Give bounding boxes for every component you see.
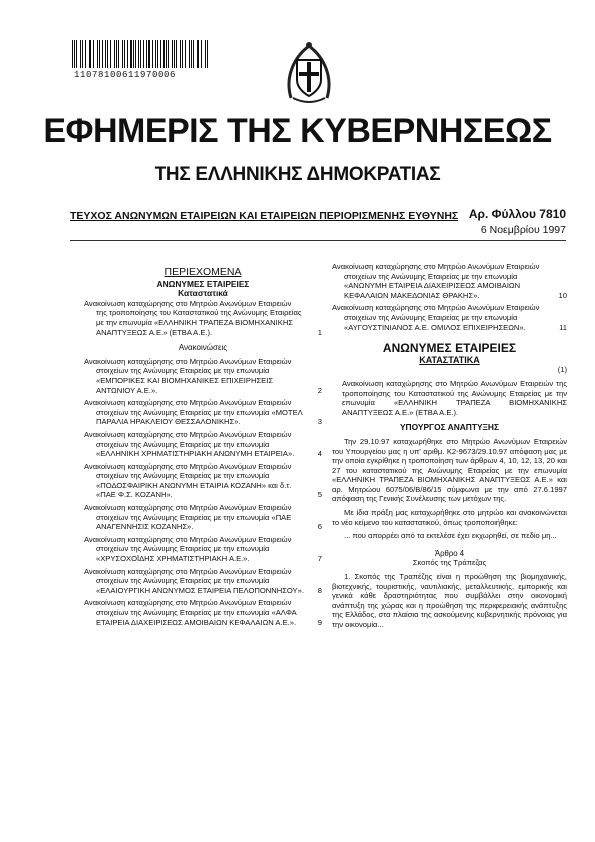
contents-entry bbox=[84, 357, 322, 395]
contents-entry-page: 11 bbox=[559, 322, 567, 332]
barcode-bar bbox=[201, 40, 202, 68]
barcode-bar bbox=[148, 40, 149, 68]
body-section-heading: ΑΝΩΝΥΜΕΣ ΕΤΑΙΡΕΙΕΣ bbox=[382, 341, 517, 356]
barcode-bar bbox=[176, 40, 177, 68]
barcode-bar bbox=[193, 40, 194, 68]
statutes-list bbox=[84, 299, 322, 337]
barcode-bar bbox=[185, 40, 186, 68]
contents-entry-text: Ανακοίνωση καταχώρησης στο Μητρώο Ανωνύμων Εταιρειών στοιχείων της Ανώνυμης Εταιρείας με την επωνυμία «ΕΜΠΟΡΙΚΕΣ ΚΑΙ ΒΙΟΜΗΧΑΝΙΚΕΣ ΕΠΙΧΕΙΡΗΣΕΙΣ ΑΝΤΩΝΙΟΥ Α.Ε.». bbox=[84, 356, 292, 395]
sheet-number: Αρ. Φύλλου 7810 bbox=[468, 207, 566, 221]
body-paragraph-1: Την 29.10.97 καταχωρήθηκε στο Μητρώο Ανωνύμων Εταιρειών του Υπουργείου μας η υπ' αριθμ. Κ2-9673/29.10.97 απόφαση μας με την οποία εγκρίθηκε η τροποποίηση των άρθρων 4, 10, 12, 13, 20 και 27 του καταστατικού της Ανώνυμης Εταιρείας με την επωνυμία «ΕΛΛΗΝΙΚΗ ΤΡΑΠΕΖΑ ΒΙΟΜΗΧΑΝΙΚΗΣ ΑΝΑΠΤΥΞΕΩΣ Α.Ε.» και αρ. Μητρώου 6075/06/Β/86/15 σύμφωνα με την από 27.6.1997 απόφαση της Γενικής Συνέλευσης των μετόχων της. bbox=[332, 436, 567, 504]
item-title: Ανακοίνωση καταχώρησης στο Μητρώο Ανωνύμων Εταιρειών της τροποποίησης του Καταστατικού της Ανώνυμης Εταιρείας με την επωνυμία «ΕΛΛΗΝΙΚΗ ΤΡΑΠΕΖΑ ΒΙΟΜΗΧΑΝΙΚΗΣ ΑΝΑΠΤΥΞΕΩΣ Α.Ε.» (ΕΤΒΑ Α.Ε.). bbox=[342, 378, 567, 417]
contents-section: ΑΝΩΝΥΜΕΣ ΕΤΑΙΡΕΙΕΣ bbox=[156, 278, 250, 289]
barcode-bar bbox=[182, 40, 183, 68]
contents-subsection-notices: Ανακοινώσεις bbox=[178, 343, 228, 353]
series-label: ΤΕΥΧΟΣ ΑΝΩΝΥΜΩΝ ΕΤΑΙΡΕΙΩΝ ΚΑΙ ΕΤΑΙΡΕΙΩΝ ΠΕΡΙΟΡΙΣΜΕΝΗΣ ΕΥΘΥΝΗΣ bbox=[70, 210, 459, 222]
barcode-bar bbox=[72, 40, 73, 68]
contents-entry-text: Ανακοίνωση καταχώρησης στο Μητρώο Ανωνύμων Εταιρειών στοιχείων της Ανώνυμης Εταιρείας με την επωνυμία «ΑΥΓΟΥΣΤΙΝΙΑΝΟΣ Α.Ε. ΟΜΙΛΟΣ ΕΠΙΧΕΙΡΗΣΕΩΝ». bbox=[332, 303, 540, 332]
barcode-bar bbox=[110, 40, 111, 68]
contents-entry-text: Ανακοίνωση καταχώρησης στο Μητρώο Ανωνύμων Εταιρειών στοιχείων της Ανώνυμης Εταιρείας με την επωνυμία «ΠΑΕ ΑΝΑΓΕΝΝΗΣΙΣ ΚΟΖΑΝΗΣ». bbox=[84, 503, 292, 532]
contents-entry-page: 2 bbox=[317, 385, 322, 395]
issue-date: 6 Νοεμβρίου 1997 bbox=[480, 224, 566, 236]
barcode-bar bbox=[138, 40, 139, 68]
article-text: 1. Σκοπός της Τραπέζης είναι η προώθηση της βιομηχανικής, βιοτεχνικής, τουριστικής, ναυτιλιακής, μεταλλευτικής, εμπορικής και γενικά κάθε δραστηριότητας που συμβάλλει στην οικονομική ανάπτυξη της χώρας και η προώθηση της περιφερειακής ανάπτυξης της Ελλάδος, στα πλαίσια της ασκούμενης κυβερνητικής πρόνοιας για την οικονομία... bbox=[332, 572, 567, 629]
barcode-bar bbox=[168, 40, 169, 68]
barcode-number: 11078100611970006 bbox=[74, 70, 177, 80]
barcode-bar bbox=[146, 40, 147, 68]
contents-entry bbox=[84, 299, 322, 337]
contents-entry bbox=[84, 430, 322, 459]
contents-entry bbox=[84, 398, 322, 427]
contents-entry-text: Ανακοίνωση καταχώρησης στο Μητρώο Ανωνύμων Εταιρειών στοιχείων της Ανώνυμης Εταιρείας με την επωνυμία «ΜΟΤΕΛ ΠΑΡΑΛΙΑ ΗΡΑΚΛΕΙΟΥ ΘΕΣΣΑΛΟΝΙΚΗΣ». bbox=[84, 398, 303, 427]
contents-entry-page: 9 bbox=[317, 617, 322, 627]
barcode-bar bbox=[130, 40, 131, 68]
body-column bbox=[332, 262, 567, 634]
contents-entry-page: 7 bbox=[317, 554, 322, 564]
contents-entry bbox=[332, 262, 567, 300]
contents-entry bbox=[84, 462, 322, 500]
contents-entry bbox=[84, 535, 322, 564]
contents-entry-page: 3 bbox=[317, 417, 322, 427]
contents-entry-text: Ανακοίνωση καταχώρησης στο Μητρώο Ανωνύμων Εταιρειών στοιχείων της Ανώνυμης Εταιρείας με την επωνυμία «ΑΝΩΝΥΜΗ ΕΤΑΙΡΕΙΑ ΔΙΑΧΕΙΡΙΣΕΩΣ ΑΜΟΙΒΑΙΩΝ ΚΕΦΑΛΑΙΩΝ ΜΑΚΕΔΟΝΙΑΣ ΘΡΑΚΗΣ». bbox=[332, 262, 540, 300]
contents-column bbox=[84, 262, 322, 630]
barcode bbox=[72, 40, 210, 68]
ministry-heading: ΥΠΟΥΡΓΟΣ ΑΝΑΠΤΥΞΗΣ bbox=[399, 422, 500, 433]
item-number: (1) bbox=[557, 365, 567, 375]
masthead-title: ΕΦΗΜΕΡΙΣ ΤΗΣ ΚΥΒΕΡΝΗΣΕΩΣ bbox=[43, 112, 552, 150]
contents-subsection-statutes: Καταστατικά bbox=[178, 288, 228, 299]
contents-entry-page: 5 bbox=[317, 490, 322, 500]
contents-entry-page: 1 bbox=[317, 327, 322, 337]
contents-entry-page: 4 bbox=[317, 449, 322, 459]
notices-list bbox=[84, 357, 322, 627]
masthead-subtitle: ΤΗΣ ΕΛΛΗΝΙΚΗΣ ΔΗΜΟΚΡΑΤΙΑΣ bbox=[154, 164, 441, 185]
barcode-bar bbox=[163, 40, 164, 68]
barcode-bar bbox=[155, 40, 156, 68]
contents-entry bbox=[84, 598, 322, 627]
contents-entry-text: Ανακοίνωση καταχώρησης στο Μητρώο Ανωνύμων Εταιρειών στοιχείων της Ανώνυμης Εταιρείας με την επωνυμία «ΕΛΑΙΟΥΡΓΙΚΗ ΑΝΩΝΥΜΟΣ ΕΤΑΙΡΕΙΑ ΠΕΛΟΠΟΝΝΗΣΟΥ». bbox=[84, 566, 304, 595]
barcode-bar bbox=[207, 40, 208, 68]
contents-entry bbox=[84, 567, 322, 596]
barcode-bar bbox=[124, 40, 125, 68]
barcode-bar bbox=[105, 40, 106, 68]
body-paragraph-3: ... που απορρέει από τα εκτελέσε έχει εκχωρηθεί, σε πεδίο μη... bbox=[344, 531, 557, 541]
coat-of-arms-emblem bbox=[279, 38, 339, 108]
contents-entry bbox=[84, 503, 322, 532]
article-label: Άρθρο 4 bbox=[434, 548, 465, 558]
barcode-bar bbox=[85, 40, 86, 68]
contents-entry-page: 10 bbox=[558, 290, 567, 300]
contents-entry-page: 8 bbox=[317, 585, 322, 595]
barcode-bar bbox=[93, 40, 94, 68]
contents-entry-text: Ανακοίνωση καταχώρησης στο Μητρώο Ανωνύμων Εταιρειών της τροποποίησης του Καταστατικού της Ανώνυμης Εταιρείας με την επωνυμία «ΕΛΛΗΝΙΚΗ ΤΡΑΠΕΖΑ ΒΙΟΜΗΧΑΝΙΚΗΣ ΑΝΑΠΤΥΞΕΩΣ Α.Ε.» (ΕΤΒΑ Α.Ε.). bbox=[84, 298, 302, 337]
body-paragraph-2: Με ίδια πράξη μας καταχωρήθηκε στο μητρώο και ανακοινώνεται το νέο κείμενο του καταστατικού, όπως τροποποιήθηκε: bbox=[332, 508, 567, 527]
contents-continued-list bbox=[332, 262, 567, 332]
contents-entry bbox=[332, 303, 567, 332]
contents-heading: ΠΕΡΙΕΧΟΜΕΝΑ bbox=[164, 266, 242, 278]
barcode-bar bbox=[97, 40, 98, 68]
contents-entry-text: Ανακοίνωση καταχώρησης στο Μητρώο Ανωνύμων Εταιρειών στοιχείων της Ανώνυμης Εταιρείας με την επωνυμία «ΑΛΦΑ ΕΤΑΙΡΕΙΑ ΔΙΑΧΕΙΡΙΣΕΩΣ ΑΜΟΙΒΑΙΩΝ ΚΕΦΑΛΑΙΩΝ Α.Ε.». bbox=[84, 598, 297, 627]
barcode-bar bbox=[80, 40, 81, 68]
contents-entry-text: Ανακοίνωση καταχώρησης στο Μητρώο Ανωνύμων Εταιρειών στοιχείων της Ανώνυμης Εταιρείας με την επωνυμία «ΕΛΛΗΝΙΚΗ ΧΡΗΜΑΤΙΣΤΗΡΙΑΚΗ ΑΝΩΝΥΜΗ ΕΤΑΙΡΕΙΑ». bbox=[84, 429, 295, 459]
barcode-bar bbox=[118, 40, 119, 68]
header-divider bbox=[70, 240, 566, 241]
body-subsection-heading: ΚΑΤΑΣΤΑΤΙΚΑ bbox=[419, 354, 480, 365]
article-title: Σκοπός της Τράπεζας bbox=[412, 558, 487, 568]
contents-entry-text: Ανακοίνωση καταχώρησης στο Μητρώο Ανωνύμων Εταιρειών στοιχείων της Ανώνυμης Εταιρείας με την επωνυμία «ΠΟΔΟΣΦΑΙΡΙΚΗ ΑΝΩΝΥΜΗ ΕΤΑΙΡΙΑ ΚΟΖΑΝΗ» και δ.τ. «ΠΑΕ Φ.Σ. ΚΟΖΑΝΗ». bbox=[84, 461, 292, 500]
contents-entry-text: Ανακοίνωση καταχώρησης στο Μητρώο Ανωνύμων Εταιρειών στοιχείων της Ανώνυμης Εταιρείας με την επωνυμία «ΧΡΥΣΟΧΟΪΔΗΣ ΧΡΗΜΑΤΙΣΤΗΡΙΑΚΗ Α.Ε.». bbox=[84, 534, 292, 564]
contents-entry-page: 6 bbox=[317, 522, 322, 532]
